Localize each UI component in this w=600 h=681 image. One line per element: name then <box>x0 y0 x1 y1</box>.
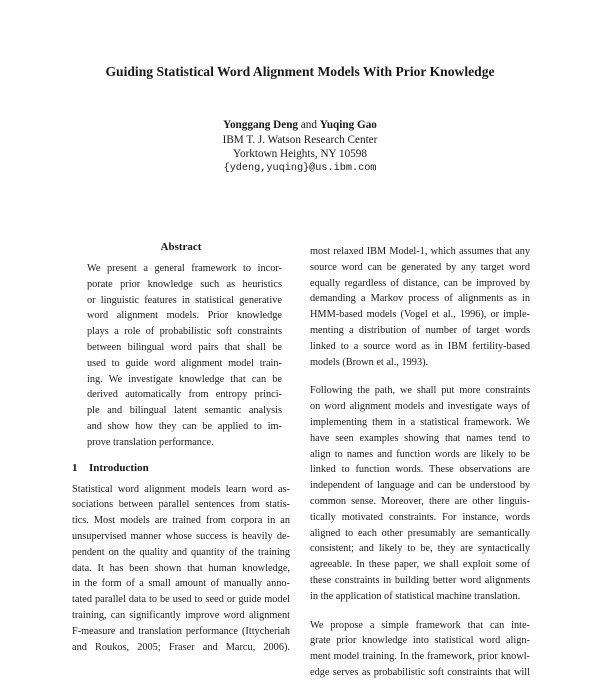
text-line: unsupervised manner whose success is heavily de- <box>72 530 290 542</box>
text-line: and Roukos, 2005; Fraser and Marcu, 2006). <box>72 641 290 653</box>
text-line: edge serves as probabilistic soft constraints that will <box>310 666 530 678</box>
text-line: training, can significantly improve word alignment <box>72 609 290 621</box>
text-line: most relaxed IBM Model-1, which assumes that any <box>310 246 530 257</box>
text-line: data. It has been shown that human knowledge, <box>72 562 290 574</box>
text-line: source word can be generated by any target word <box>310 261 530 273</box>
text-line: implementing them in a statistical framework. We <box>310 416 530 428</box>
right-column <box>310 244 530 681</box>
author-names <box>0 118 600 133</box>
text-line: demanding a Markov process of alignments as in <box>310 293 530 305</box>
text-line: linked to function words. These observations are <box>310 464 530 476</box>
text-line: We propose a simple framework that can inte- <box>310 619 530 631</box>
left-column <box>72 240 290 655</box>
author-2: Yuqing Gao <box>319 119 377 131</box>
text-line: align to names and function words are likely to be <box>310 448 530 460</box>
text-line: and show how they can be applied to im- <box>87 420 282 432</box>
right-paragraph-1 <box>310 244 530 370</box>
text-line: HMM-based models (Vogel et al., 1996), or imple- <box>310 309 530 321</box>
text-line: common sense. Moreover, there are other linguis- <box>310 495 530 507</box>
text-line: on word alignment models and investigate ways of <box>310 401 530 413</box>
text-line: ing. We investigate knowledge that can be <box>87 373 282 385</box>
affiliation: IBM T. J. Watson Research Center <box>222 133 378 146</box>
text-line: F-measure and translation performance (Ittycheriah <box>72 625 290 637</box>
text-line: between bilingual word pairs that shall be <box>87 341 282 353</box>
email: {ydeng,yuqing}@us.ibm.com <box>223 162 377 174</box>
text-line: these constraints in building better word alignments <box>310 574 530 586</box>
text-line: plays a role of probabilistic soft constraints <box>87 326 282 338</box>
text-line: prove translation performance. <box>87 436 214 448</box>
text-line: tics. Most models are trained from corpora in an <box>72 515 290 527</box>
text-line: linked to a source word as in IBM fertility-based <box>310 340 530 352</box>
text-line: consistent; and likely to be, they are syntactically <box>310 543 530 555</box>
text-line: grate prior knowledge into statistical word align- <box>310 635 530 647</box>
text-line: equally regardless of distance, can be improved by <box>310 277 530 289</box>
section-title: Introduction <box>89 461 149 474</box>
text-line: in the application of statistical machine translation. <box>310 590 521 602</box>
author-block <box>0 118 600 176</box>
right-paragraph-3 <box>310 618 530 681</box>
text-line: tically motivated constraints. For instance, words <box>310 511 530 523</box>
text-line: sociations between parallel sentences from statis- <box>72 499 290 511</box>
text-line: Statistical word alignment models learn word as- <box>72 483 290 495</box>
text-line: tated parallel data to be used to seed or guide model <box>72 594 290 606</box>
text-line: We present a general framework to incor- <box>87 263 282 274</box>
text-line: agreeable. In these paper, we shall exploit some of <box>310 559 530 571</box>
section-number: 1 <box>72 461 78 474</box>
text-line: pendent on the quality and quantity of the training <box>72 546 290 558</box>
text-line: have seen examples showing that names tend to <box>310 432 530 444</box>
text-line: or linguistic features in statistical generative <box>87 294 282 306</box>
text-line: derived automatically from entropy princi- <box>87 389 282 401</box>
text-line: models (Brown et al., 1993). <box>310 356 429 368</box>
text-line: Following the path, we shall put more constraints <box>310 385 530 397</box>
author-1: Yonggang Deng <box>223 119 299 131</box>
text-line: in the form of a small amount of manually anno- <box>72 578 290 590</box>
text-line: ment model training. In the framework, prior knowl- <box>310 651 530 663</box>
introduction-body <box>72 482 290 656</box>
text-line: aligned to each other presumably are semantically <box>310 527 530 539</box>
text-line: porate prior knowledge such as heuristics <box>87 278 282 290</box>
text-line: independent of language and can be understood by <box>310 480 530 492</box>
paper-title: Guiding Statistical Word Alignment Models With Prior Knowledge <box>105 64 495 79</box>
text-line: menting a distribution of number of target words <box>310 324 530 336</box>
location: Yorktown Heights, NY 10598 <box>233 148 367 160</box>
author-conjunction: and <box>300 119 317 131</box>
abstract-body <box>72 261 290 451</box>
text-line: used to guide word alignment model train- <box>87 357 282 369</box>
introduction-heading <box>72 461 290 475</box>
text-line: word alignment models. Prior knowledge <box>87 310 282 322</box>
text-line: ple and bilingual latent semantic analysis <box>87 405 282 417</box>
abstract-heading: Abstract <box>160 241 202 253</box>
right-paragraph-2 <box>310 383 530 604</box>
